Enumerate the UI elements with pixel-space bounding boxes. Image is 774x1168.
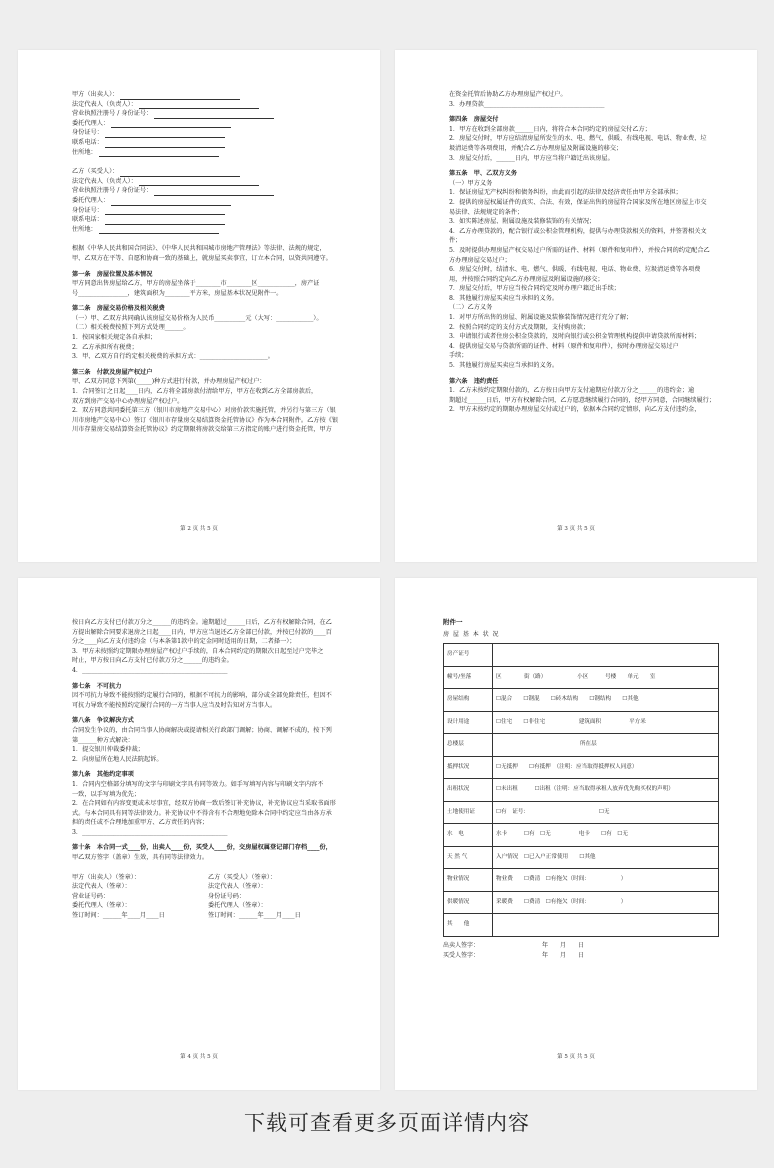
annex-subtitle: 房 屋 基 本 状 况 xyxy=(443,630,500,638)
text-line: 甲方同意出售房屋给乙方，甲方的房屋坐落于________市________区____________，房产证 xyxy=(72,280,320,288)
article-2-body xyxy=(72,314,344,362)
text-line: 担的责任或不合理地加重甲方、乙方责任的内容； xyxy=(72,819,209,827)
text-line: 川市存量房交易结算资金托管协议》约定期限将房款交给第三方指定的账户进行资金托管，甲方 xyxy=(72,426,332,434)
text-line: 件； xyxy=(449,237,462,245)
buyer-signature-field: 身份证号码： xyxy=(208,892,246,900)
article-2-title: 第二条 房屋交易价格及相关税费 xyxy=(72,305,165,313)
article-5-title: 第五条 甲、乙双方义务 xyxy=(449,170,518,178)
table-row xyxy=(444,666,719,689)
table-row-label: 抵押状况 xyxy=(444,756,493,779)
text-line: （二）相关税费按照下列方式处理______。 xyxy=(72,324,190,332)
field-label: 法定代表人（负责人）： xyxy=(72,177,137,185)
table-row-value[interactable]: ☐混合 ☐钢混 ☐砖木结构 ☐钢结构 ☐其他 xyxy=(493,689,719,712)
table-row xyxy=(444,891,719,914)
party-a-fields xyxy=(72,90,344,157)
text-line: 3．办理贷款_______________________________________ xyxy=(449,100,605,108)
text-line: 在资金托管后协助乙方办理房屋产权过户。 xyxy=(449,91,567,98)
text-line: 7．房屋交付后，甲方应当按合同约定及时办理户籍迁出手续； xyxy=(449,285,620,293)
table-row xyxy=(444,869,719,892)
buyer-signature-field: 委托代理人（签章）： xyxy=(208,902,267,910)
table-row-label: 水 电 xyxy=(444,824,493,847)
table-row-value[interactable]: 水卡 ☐有 ☐无 电卡 ☐有 ☐无 xyxy=(493,824,719,847)
article-3-title: 第三条 付款及房屋产权过户 xyxy=(72,368,153,376)
article-1-title: 第一条 房屋位置及基本情况 xyxy=(72,270,153,278)
table-row-label: 物业情况 xyxy=(444,869,493,892)
text-line: 1．合同签订之日起____日内，乙方将全部房款付清给甲方，甲方在收到乙方全部房款后， xyxy=(72,388,318,396)
page-number: 第 2 页 共 5 页 xyxy=(180,526,218,532)
article-3-body xyxy=(72,377,344,435)
text-line: 3．如实陈述房屋、附属设施及装修装饰的有关情况； xyxy=(449,218,596,226)
continuation-text xyxy=(449,90,721,109)
fill-in-blank[interactable] xyxy=(154,111,274,119)
fill-in-blank[interactable] xyxy=(105,140,225,148)
table-row-label: 供暖情况 xyxy=(444,891,493,914)
text-line: 3．_______________________________________________ xyxy=(72,828,228,836)
text-line: 6．房屋交付时，结清水、电、燃气、供暖、有线电视、电话、物业费、垃圾清运费等各项费 xyxy=(449,266,701,274)
text-line: 3．申请银行或者住房公积金贷款的，及时向银行或公积金管理机构提供申请贷款所需材料； xyxy=(449,333,701,341)
text-line: 式。与本合同具有同等法律效力。补充协议中不得含有不合理地免除本合同中约定应当由各方承 xyxy=(72,809,332,817)
table-row-value[interactable] xyxy=(493,914,719,937)
text-line: 2．提供的房屋权属证件的真实、合法、有效，保证出售的房屋符合国家及所在地区房屋上市交 xyxy=(449,198,707,206)
form-field xyxy=(72,100,344,110)
table-row-value[interactable]: 区 街（路） 小区 号楼 单元 室 xyxy=(493,666,719,689)
page-number: 第 5 页 共 5 页 xyxy=(557,1054,595,1060)
table-row xyxy=(444,846,719,869)
text-line: 4．乙方办理贷款的，配合银行或公积金管理机构，提供与办理贷款相关的资料，并签署相关文 xyxy=(449,227,707,235)
table-row xyxy=(444,644,719,667)
text-line: 因不可抗力导致不能按照约定履行合同的，根据不可抗力的影响，部分或全部免除责任，但因不 xyxy=(72,692,332,700)
text-line: 川市房地产交易中心）签订《银川市存量房交易结算资金托管协议》作为本合同附件。乙方按《银 xyxy=(72,416,339,424)
fill-in-blank[interactable] xyxy=(111,120,231,128)
field-label: 委托代理人： xyxy=(72,119,110,127)
form-field xyxy=(72,215,344,225)
article-6-body xyxy=(449,386,721,415)
table-row-value[interactable]: ☐有 证号： ☐无 xyxy=(493,801,719,824)
text-line: 一致，以手写填为优先； xyxy=(72,790,141,798)
signature-row xyxy=(72,873,344,883)
article-4-title: 第四条 房屋交付 xyxy=(449,116,499,124)
fill-in-blank[interactable] xyxy=(105,217,225,225)
text-line: 第______种方式解决： xyxy=(72,736,134,744)
text-line: 3．甲方未按照约定期限办理房屋产权过户手续的，自本合同约定的期限次日起至过户完毕之 xyxy=(72,647,324,655)
seller-signature-field: 法定代表人（签章）： xyxy=(72,883,131,891)
table-row xyxy=(444,801,719,824)
signature-block xyxy=(72,873,344,921)
field-label: 营业执照注册号 / 身份证号： xyxy=(72,187,153,195)
page-number: 第 3 页 共 5 页 xyxy=(557,526,595,532)
text-line: 甲乙双方签字（盖章）生效，具有同等法律效力。 xyxy=(72,854,209,862)
text-line: （二）乙方义务 xyxy=(449,304,493,312)
text-line: 1．对甲方所出售的房屋、附属设施及装修装饰情况进行充分了解； xyxy=(449,314,633,322)
text-line: 2．向房屋所在地人民法院起诉。 xyxy=(72,755,163,763)
text-line: 甲、乙双方同意下列第(_____)种方式进行付款，并办理房屋产权过户： xyxy=(72,378,266,386)
text-line: 1．甲方在收到全部房款______日内，将符合本合同约定的房屋交付乙方； xyxy=(449,125,651,133)
party-b-fields xyxy=(72,167,344,234)
text-line: 可抗力导致不能按照约定履行合同的一方当事人应当及时告知对方当事人。 xyxy=(72,701,277,709)
table-row-label: 土地使用证 xyxy=(444,801,493,824)
seller-signature-field: 委托代理人（签章）： xyxy=(72,902,131,910)
fill-in-blank[interactable] xyxy=(111,198,231,206)
table-row xyxy=(444,824,719,847)
table-row xyxy=(444,914,719,937)
signature-row xyxy=(72,911,344,921)
table-row-label: 房屋结构 xyxy=(444,689,493,712)
text-line: 方提出解除合同要求退房之日起____日内，甲方应当退还乙方全部已付款，并按已付款的____百 xyxy=(72,628,332,636)
text-line: 用，并按照合同约定向乙方办理房屋及附属设施的移交； xyxy=(449,275,604,283)
text-line: 圾清运费等各项费用，并配合乙方办理房屋及附属设施的移交； xyxy=(449,144,623,152)
table-row-label: 天 然 气 xyxy=(444,846,493,869)
contract-page-5 xyxy=(395,578,757,1090)
buyer-signature-line: 买受人签字： 年 月 日 xyxy=(443,951,585,959)
form-field xyxy=(72,225,344,235)
text-line: 2．乙方承担所有税费； xyxy=(72,343,138,351)
signature-row xyxy=(72,901,344,911)
article-8-body xyxy=(72,726,344,764)
download-prompt: 下载可查看更多页面详情内容 xyxy=(244,1111,530,1135)
text-line: 期超过______日后，甲方有权解除合同，乙方愿意继续履行合同的，经甲方同意，合同继续履行； xyxy=(449,396,716,404)
table-row-value[interactable]: ☐未出租 ☐出租（注明：应当取得承租人放弃优先购买权的声明） xyxy=(493,779,719,802)
page-5-content xyxy=(443,618,727,961)
article-7-title: 第七条 不可抗力 xyxy=(72,682,122,690)
text-line: 甲、乙双方在平等、自愿和协商一致的基础上，就房屋买卖事宜，订立本合同，以资共同遵守。 xyxy=(72,254,332,262)
text-line: 5．及时提供办理房屋产权交易过户所需的证件、材料（原件和复印件），并按合同的约定配合乙 xyxy=(449,246,710,254)
table-row-value[interactable]: ☐住宅 ☐非住宅 建筑面积 平方米 xyxy=(493,711,719,734)
buyer-signature-field: 法定代表人（签章）： xyxy=(208,883,267,891)
fill-in-blank[interactable] xyxy=(120,92,240,100)
text-line: 号________________，建筑面积为________平方米，房屋基本状况见附件一。 xyxy=(72,289,283,297)
field-label: 法定代表人（负责人）： xyxy=(72,100,137,108)
text-line: 易法律、法规规定的条件； xyxy=(449,208,524,216)
form-field xyxy=(72,90,344,100)
table-row xyxy=(444,711,719,734)
table-row-value[interactable]: ☐无抵押 ☐有抵押 （注明：应当取得抵押权人同意） xyxy=(493,756,719,779)
text-line: 3．房屋交付后，______日内，甲方应当将户籍迁出该房屋。 xyxy=(449,154,614,162)
text-line: 2．按照合同约定的支付方式及期限，支付购房款； xyxy=(449,323,590,331)
field-label: 住所地： xyxy=(72,148,97,156)
text-line: 5．其他履行房屋买卖应当承担的义务。 xyxy=(449,362,559,370)
form-field xyxy=(72,119,344,129)
article-5-body xyxy=(449,179,721,371)
page-3-content xyxy=(449,90,721,415)
fill-in-blank[interactable] xyxy=(139,101,259,109)
text-line: 1．合同内空格部分填写的文字与印刷文字具有同等效力。如手写填写内容与印刷文字内容不 xyxy=(72,780,324,788)
text-line: （一）甲方义务 xyxy=(449,179,493,187)
continuation-text xyxy=(72,618,344,676)
article-10-title: 第十条 本合同一式____份，出卖人____份，买受人____份，交房屋权属登记部门存档____份， xyxy=(72,844,332,852)
annex-title: 附件一 xyxy=(443,618,463,626)
article-6-title: 第六条 违约责任 xyxy=(449,377,499,385)
field-label: 乙方（买受人）： xyxy=(72,168,119,176)
table-row xyxy=(444,756,719,779)
fill-in-blank[interactable] xyxy=(99,149,219,157)
seller-signature-field: 签订时间：______年____月____日 xyxy=(72,912,165,920)
form-field xyxy=(72,148,344,158)
fill-in-blank[interactable] xyxy=(154,188,274,196)
form-field xyxy=(72,109,344,119)
text-line: 1．按国家相关规定各自承担； xyxy=(72,334,157,342)
property-status-table xyxy=(443,643,719,937)
fill-in-blank[interactable] xyxy=(105,207,225,215)
contract-page-3 xyxy=(395,50,757,562)
seller-signature-field: 营业证号码： xyxy=(72,892,110,900)
article-7-body xyxy=(72,691,344,710)
text-line: 手续； xyxy=(449,352,468,360)
seller-signature-line: 出卖人签字： 年 月 日 xyxy=(443,941,585,949)
field-label: 营业执照注册号 / 身份证号： xyxy=(72,110,153,118)
field-label: 身份证号： xyxy=(72,129,103,137)
page-2-content xyxy=(72,90,344,435)
table-row-value[interactable]: 物业费 ☐费清 ☐有拖欠（时间： ） xyxy=(493,869,719,892)
form-field xyxy=(72,186,344,196)
text-line: 方办理房屋交易过户； xyxy=(449,256,511,264)
buyer-signature-field: 乙方（买受人）（签章）： xyxy=(208,873,277,881)
field-label: 联系电话： xyxy=(72,216,103,224)
article-4-body xyxy=(449,125,721,163)
text-line: 合同发生争议的，由合同当事人协商解决或提请相关行政部门调解；协商、调解不成的，按下列 xyxy=(72,726,332,734)
table-row-value[interactable]: 所在层 xyxy=(493,734,719,757)
form-field xyxy=(72,177,344,187)
fill-in-blank[interactable] xyxy=(120,169,240,177)
field-label: 住所地： xyxy=(72,225,97,233)
text-line: 时止，甲方按日向乙方支付已付款万分之______的违约金。 xyxy=(72,657,233,665)
form-field xyxy=(72,196,344,206)
text-line: 4．_______________________________________________ xyxy=(72,666,228,674)
table-row-value[interactable]: 采暖费 ☐费清 ☐有拖欠（时间： ） xyxy=(493,891,719,914)
text-line: 2．在合同如有内容变更或未尽事宜，经双方协商一致后签订补充协议，补充协议应当采取书面形 xyxy=(72,800,336,808)
table-row-label: 出租状况 xyxy=(444,779,493,802)
text-line: 按日向乙方支付已付款万分之______的违约金。逾期超过______日后，乙方有权解除合同，在乙 xyxy=(72,619,332,626)
table-row-label: 房产证号 xyxy=(444,644,493,667)
fill-in-blank[interactable] xyxy=(139,178,259,186)
text-line: 2．双方同意共同委托第三方（银川市房地产交易中心）对房价款实施托管，并另行与第三方（银 xyxy=(72,407,336,415)
article-1-body xyxy=(72,279,344,298)
preamble xyxy=(72,244,344,263)
table-row xyxy=(444,689,719,712)
text-line: 2．房屋交付时，甲方应结清房屋所发生的水、电、燃气、供暖、有线电视、电话、物业费、垃 xyxy=(449,135,707,143)
fill-in-blank[interactable] xyxy=(99,226,219,234)
text-line: 1．乙方未按约定期限付款的，乙方按日向甲方支付逾期应付款万分之______的违约金；逾 xyxy=(449,387,695,395)
page-4-content xyxy=(72,618,344,921)
form-field xyxy=(72,128,344,138)
text-line: 双方到房产交易中心办理房屋产权过户。 xyxy=(72,397,184,405)
form-field xyxy=(72,167,344,177)
table-row xyxy=(444,779,719,802)
field-label: 委托代理人： xyxy=(72,196,110,204)
article-8-title: 第八条 争议解决方式 xyxy=(72,717,134,725)
table-row xyxy=(444,734,719,757)
text-line: 4．提供房屋交易与贷款所需的证件、材料（原件和复印件），按时办理房屋交易过户 xyxy=(449,342,679,350)
table-row-label: 总楼层 xyxy=(444,734,493,757)
field-label: 联系电话： xyxy=(72,138,103,146)
article-9-body xyxy=(72,780,344,838)
contract-page-4 xyxy=(18,578,380,1090)
signature-row xyxy=(72,882,344,892)
text-line: （一）甲、乙双方共同确认该房屋交易价格为人民币__________元（大写：____________）。 xyxy=(72,314,323,322)
page-number: 第 4 页 共 5 页 xyxy=(180,1054,218,1060)
text-line: 8．其他履行房屋买卖应当承担的义务。 xyxy=(449,294,559,302)
table-row-label: 设计用途 xyxy=(444,711,493,734)
article-9-title: 第九条 其他约定事项 xyxy=(72,771,134,779)
field-label: 甲方（出卖人）： xyxy=(72,91,119,98)
text-line: 1．提交银川仲裁委仲裁； xyxy=(72,746,144,754)
text-line: 1．保证房屋无产权纠纷和债务纠纷，由此而引起的法律及经济责任由甲方全部承担； xyxy=(449,189,682,197)
table-row-value[interactable]: 入户情况 ☐已入户正常使用 ☐其他 xyxy=(493,846,719,869)
text-line: 根据《中华人民共和国合同法》、《中华人民共和国城市房地产管理法》等法律、法规的规定， xyxy=(72,245,326,253)
seller-signature-field: 甲方（出卖人）（签章）： xyxy=(72,873,141,881)
signature-row xyxy=(72,892,344,902)
buyer-signature-field: 签订时间：______年____月____日 xyxy=(208,912,301,920)
text-line: 分之____向乙方支付违约金（与本条第1款中的定金同时适用的日期，二者择一）； xyxy=(72,638,296,646)
text-line: 2．甲方未按约定的期限办理房屋交付或过户的，依据本合同约定情形，向乙方支付违约金， xyxy=(449,406,701,414)
form-field xyxy=(72,206,344,216)
article-10-body xyxy=(72,853,344,863)
form-field xyxy=(72,138,344,148)
fill-in-blank[interactable] xyxy=(105,130,225,138)
table-row-label: 其 他 xyxy=(444,914,493,937)
field-label: 身份证号： xyxy=(72,206,103,214)
text-line: 3．甲、乙双方自行约定相关税费的承担方式：______________________。 xyxy=(72,353,274,361)
contract-page-2 xyxy=(18,50,380,562)
table-row-label: 幢号/坐落 xyxy=(444,666,493,689)
table-row-value[interactable] xyxy=(493,644,719,667)
